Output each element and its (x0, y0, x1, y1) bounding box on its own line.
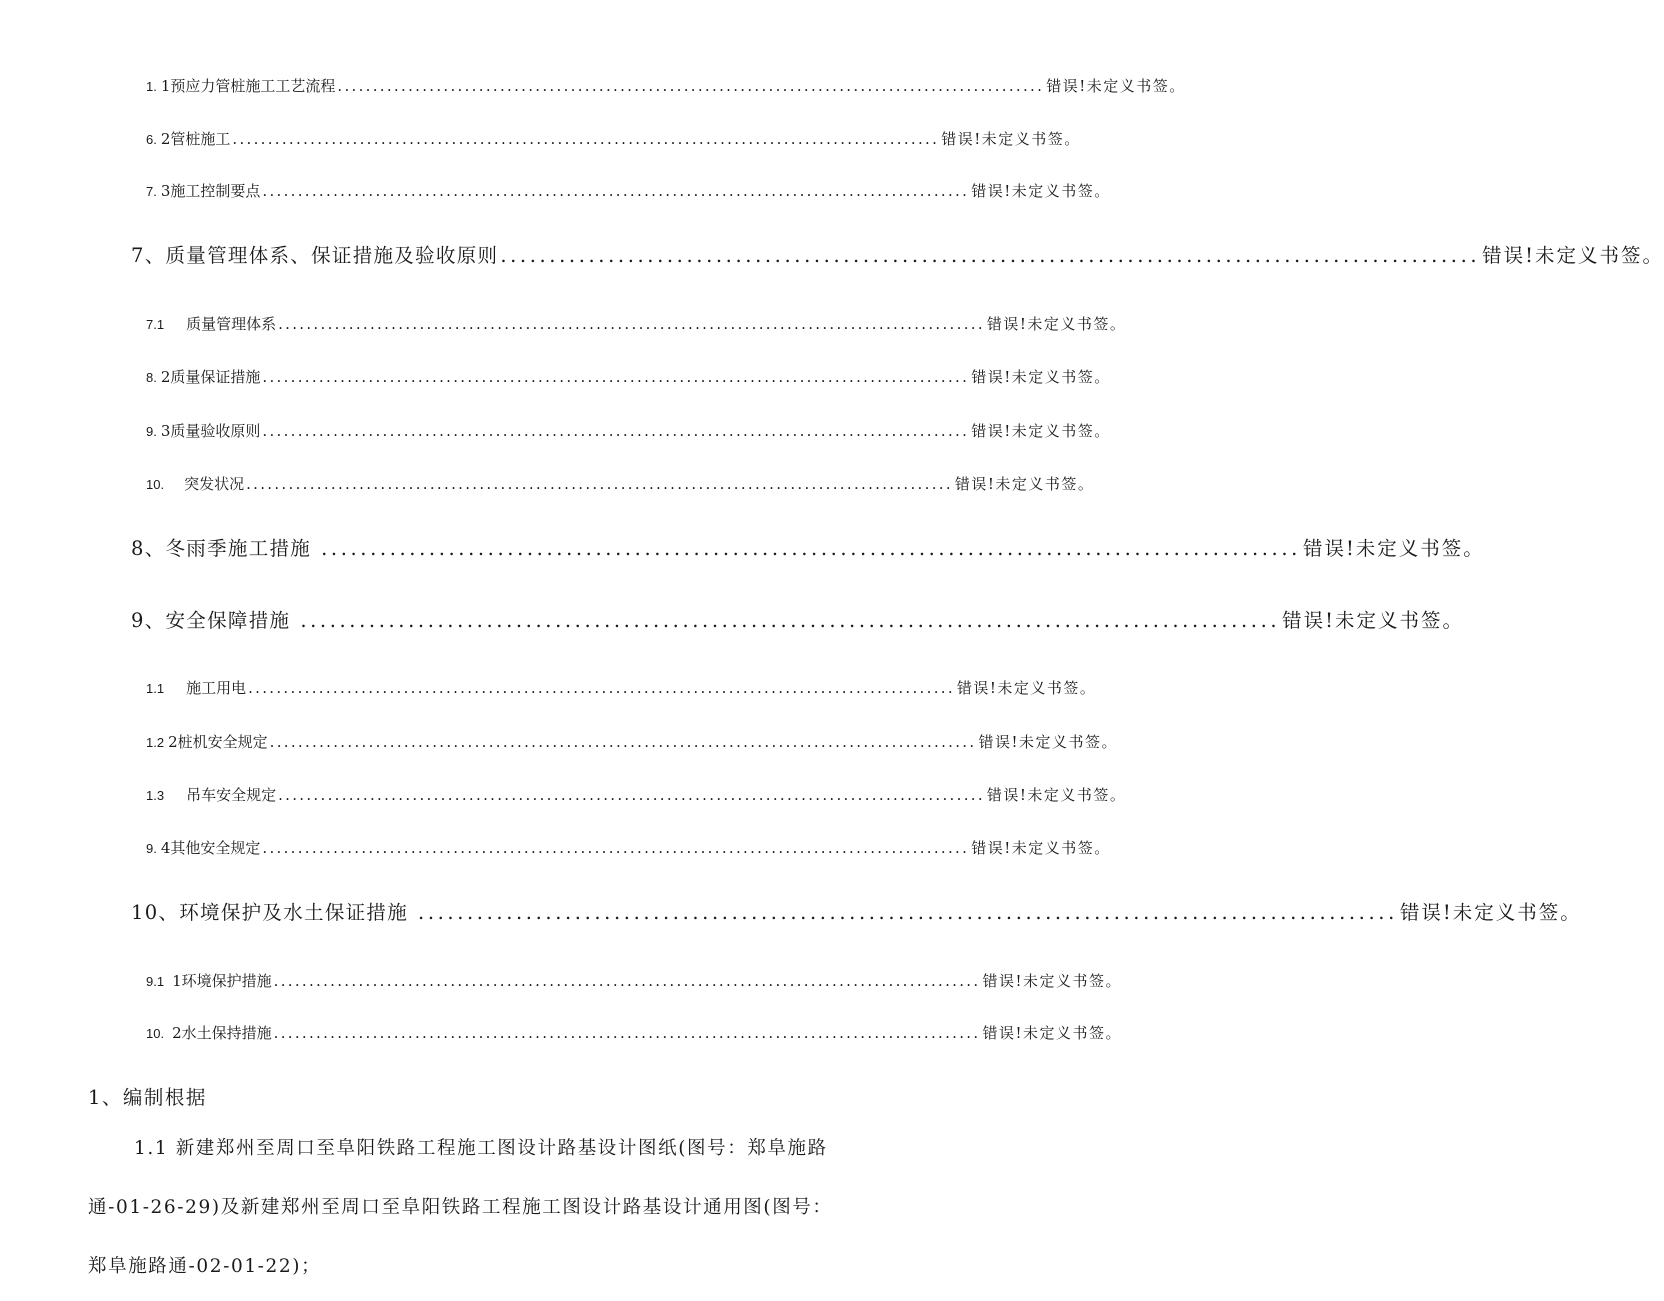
toc-dot-leader: .................................................................................................... (418, 901, 1398, 924)
toc-entry-number: 10. (146, 1026, 165, 1041)
toc-entry-number: 6. (146, 132, 157, 147)
toc-entry-page: 错误!未定义书签。 (982, 1024, 1122, 1042)
toc-entry-number: 1.2 (146, 735, 165, 750)
toc-entry-page: 错误!未定义书签。 (1046, 77, 1186, 95)
toc-entry-title: 施工用电 (186, 679, 247, 697)
paragraph-line: 1.1 新建郑州至周口至阜阳铁路工程施工图设计路基设计图纸(图号：郑阜施路 (134, 1138, 828, 1159)
toc-entry-number: 7.1 (146, 317, 165, 332)
toc-entry[interactable] (146, 731, 1118, 753)
toc-dot-leader: .................................................................................................... (269, 733, 977, 751)
toc-entry-title: 8、冬雨季施工措施 (131, 537, 312, 560)
toc-entry-number: 1.1 (146, 681, 165, 696)
toc-entry-number: 8. (146, 370, 157, 385)
toc-entry-page: 错误!未定义书签。 (971, 839, 1111, 857)
toc-entry[interactable] (146, 473, 1095, 495)
toc-entry[interactable] (146, 128, 1081, 150)
toc-dot-leader: .................................................................................................... (337, 77, 1045, 95)
paragraph-line: 郑阜施路通-02-01-22)； (88, 1256, 322, 1277)
toc-entry-page: 错误!未定义书签。 (978, 733, 1118, 751)
toc-entry-number: 9. (146, 424, 157, 439)
toc-entry-title: 10、环境保护及水土保证措施 (131, 901, 409, 924)
toc-entry-page: 错误!未定义书签。 (941, 130, 1081, 148)
toc-entry-title: 2管桩施工 (160, 130, 231, 148)
toc-dot-leader: .................................................................................................... (278, 786, 985, 804)
toc-dot-leader: .................................................................................................... (278, 315, 985, 333)
toc-entry-page: 错误!未定义书签。 (982, 972, 1122, 990)
toc-entry[interactable] (131, 533, 1485, 561)
toc-entry-title: 3施工控制要点 (160, 182, 261, 200)
toc-entry[interactable] (146, 75, 1186, 97)
toc-entry[interactable] (146, 313, 1127, 335)
toc-entry-title: 2质量保证措施 (160, 368, 261, 386)
toc-dot-leader: .................................................................................................... (262, 839, 970, 857)
toc-entry[interactable] (146, 420, 1111, 442)
toc-dot-leader: .................................................................................................... (262, 422, 970, 440)
toc-entry-title: 3质量验收原则 (160, 422, 261, 440)
toc-entry-page: 错误!未定义书签。 (986, 786, 1127, 804)
toc-entry-title: 突发状况 (184, 475, 245, 493)
toc-entry-title: 2水土保持措施 (172, 1024, 272, 1042)
toc-entry-page: 错误!未定义书签。 (1399, 901, 1582, 924)
toc-entry[interactable] (131, 240, 1664, 268)
toc-entry-page: 错误!未定义书签。 (954, 475, 1095, 493)
toc-entry-page: 错误!未定义书签。 (971, 182, 1111, 200)
toc-dot-leader: .................................................................................................... (321, 537, 1301, 560)
toc-entry-page: 错误!未定义书签。 (1302, 537, 1485, 560)
toc-entry[interactable] (146, 366, 1111, 388)
toc-entry-title: 质量管理体系 (186, 315, 277, 333)
section-heading: 1、编制根据 (88, 1086, 207, 1109)
toc-entry-title: 9、安全保障措施 (131, 609, 291, 632)
toc-entry-title: 4其他安全规定 (160, 839, 261, 857)
toc-dot-leader: .................................................................................................... (273, 1024, 981, 1042)
toc-dot-leader: .................................................................................................... (273, 972, 981, 990)
paragraph-line: 通-01-26-29)及新建郑州至周口至阜阳铁路工程施工图设计路基设计通用图(图号： (88, 1197, 833, 1218)
toc-entry[interactable] (131, 897, 1582, 925)
toc-entry-number: 1.3 (146, 788, 165, 803)
toc-entry-page: 错误!未定义书签。 (971, 422, 1111, 440)
toc-dot-leader: .................................................................................................... (262, 368, 970, 386)
toc-entry-number: 10. (146, 477, 165, 492)
toc-entry-page: 错误!未定义书签。 (1482, 244, 1664, 267)
toc-entry-number: 9. (146, 841, 157, 856)
toc-entry[interactable] (146, 180, 1111, 202)
toc-entry[interactable] (146, 784, 1127, 806)
toc-dot-leader: .................................................................................................... (300, 609, 1281, 632)
toc-dot-leader: .................................................................................................... (246, 475, 953, 493)
toc-dot-leader: .................................................................................................... (500, 244, 1481, 267)
toc-entry-page: 错误!未定义书签。 (956, 679, 1097, 697)
toc-entry-number: 1. (146, 79, 157, 94)
toc-entry-number: 9.1 (146, 974, 165, 989)
toc-entry[interactable] (146, 970, 1122, 992)
toc-dot-leader: .................................................................................................... (262, 182, 970, 200)
toc-entry-page: 错误!未定义书签。 (971, 368, 1111, 386)
toc-entry-title: 1环境保护措施 (172, 972, 272, 990)
toc-dot-leader: .................................................................................................... (232, 130, 940, 148)
toc-entry[interactable] (146, 677, 1097, 699)
toc-entry[interactable] (146, 1022, 1122, 1044)
toc-entry-number: 7. (146, 184, 157, 199)
toc-entry[interactable] (131, 605, 1465, 633)
toc-entry-title: 吊车安全规定 (186, 786, 277, 804)
toc-entry-title: 7、质量管理体系、保证措施及验收原则 (131, 244, 499, 267)
toc-dot-leader: .................................................................................................... (248, 679, 955, 697)
toc-entry-page: 错误!未定义书签。 (1282, 609, 1465, 632)
toc-entry-title: 1预应力管桩施工工艺流程 (160, 77, 336, 95)
toc-entry[interactable] (146, 837, 1111, 859)
toc-entry-page: 错误!未定义书签。 (986, 315, 1127, 333)
toc-entry-title: 2桩机安全规定 (168, 733, 268, 751)
